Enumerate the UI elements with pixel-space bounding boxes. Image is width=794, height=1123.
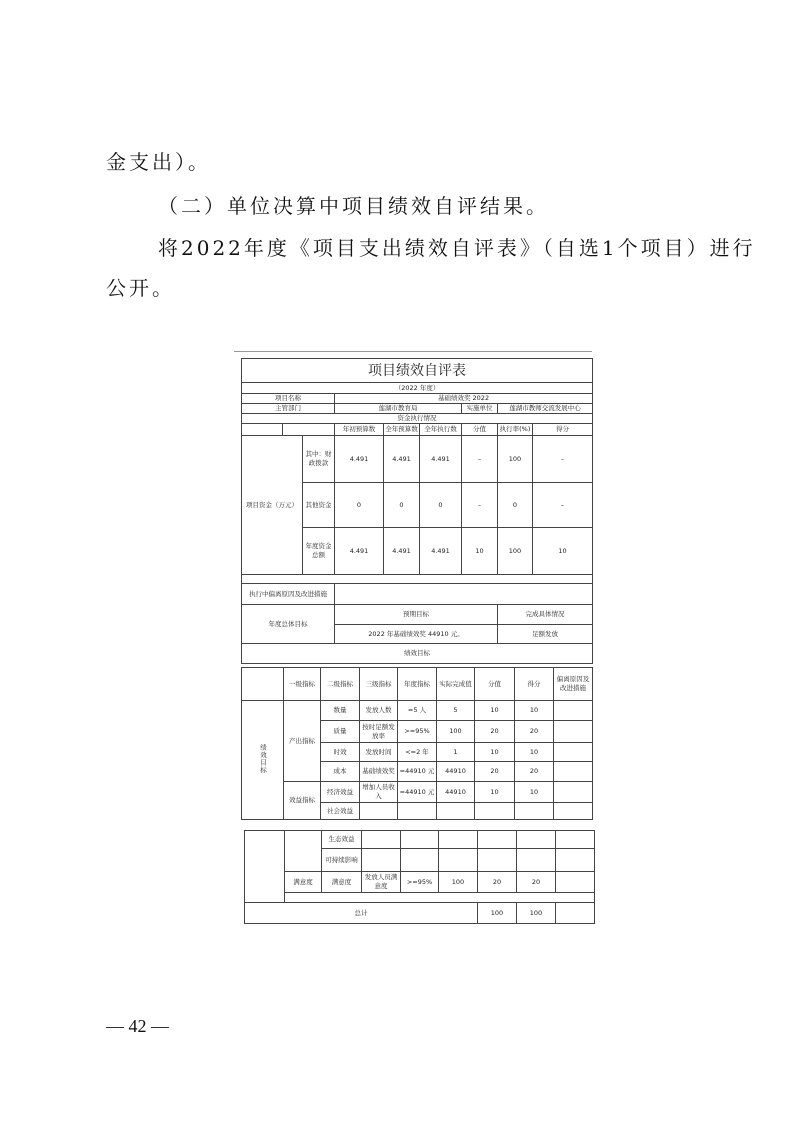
- fund-header: 全年预算数: [384, 424, 420, 436]
- perf-header: 一级指标: [284, 668, 321, 701]
- fund-cell: 10: [462, 528, 498, 575]
- perf-l3: 增加人员收入: [360, 782, 398, 803]
- perf-l3: 基础绩效奖: [360, 762, 398, 782]
- total-max: 100: [478, 903, 517, 924]
- perf-target: <=2 年: [398, 743, 437, 762]
- perf-l2: 生态效益: [322, 831, 362, 849]
- perf-l2: 社会效益: [321, 803, 360, 820]
- fund-cell: 4.491: [420, 528, 462, 575]
- output-indicator-label: 产出指标: [284, 701, 321, 782]
- fund-cell: 0: [498, 483, 533, 528]
- fund-cell: 4.491: [335, 436, 384, 483]
- annual-goal-label: 年度总体目标: [242, 605, 335, 644]
- perf-l2: 成本: [321, 762, 360, 782]
- perf-left-label: [242, 701, 284, 820]
- fund-cell: 0: [335, 483, 384, 528]
- perf-l3: 按时足额发放率: [360, 721, 398, 743]
- fund-cell: 0: [384, 483, 420, 528]
- fund-cell: 4.491: [384, 436, 420, 483]
- perf-score: 20: [515, 762, 554, 782]
- perf-actual: 5: [437, 701, 475, 721]
- performance-table-main: [241, 358, 593, 664]
- perf-l3: 发放人员满意度: [362, 872, 401, 893]
- fund-header: 全年执行数: [420, 424, 462, 436]
- perf-l3: 发放时间: [360, 743, 398, 762]
- fund-header: 分值: [462, 424, 498, 436]
- dept-label: 主管部门: [242, 404, 335, 414]
- fund-cell: –: [462, 436, 498, 483]
- perf-l2: 经济效益: [321, 782, 360, 803]
- fund-cell: –: [533, 483, 593, 528]
- perf-score-max: 10: [475, 743, 515, 762]
- perf-actual: 100: [437, 721, 475, 743]
- perf-actual: 1: [437, 743, 475, 762]
- benefit-indicator-label: 效益指标: [284, 782, 321, 820]
- funds-label: 项目资金（万元）: [242, 436, 303, 575]
- satisfaction-indicator-label: 满意度: [285, 872, 322, 893]
- fund-cell: –: [462, 483, 498, 528]
- fund-cell: 4.491: [335, 528, 384, 575]
- perf-l2: 质量: [321, 721, 360, 743]
- deviation-label: 执行中偏离原因及改进措施: [242, 584, 335, 605]
- perf-score-max: [475, 803, 515, 820]
- perf-section-header: 绩效目标: [242, 644, 593, 664]
- actual-value: 足额发放: [498, 625, 593, 644]
- perf-score: 20: [515, 721, 554, 743]
- perf-target: [398, 803, 437, 820]
- fund-cell: 0: [420, 483, 462, 528]
- perf-l3: [360, 803, 398, 820]
- perf-left-label-text: 绩效目标: [259, 743, 267, 774]
- fund-row-label: 其中：财政拨款: [303, 436, 335, 483]
- fund-cell: 4.491: [384, 528, 420, 575]
- table-title: 项目绩效自评表: [242, 359, 593, 383]
- perf-header: 分值: [475, 668, 515, 701]
- perf-l3: 发放人数: [360, 701, 398, 721]
- fund-cell: –: [533, 436, 593, 483]
- dept-value: 莲湖市教育局: [335, 404, 462, 414]
- perf-score: 20: [517, 872, 556, 893]
- fund-cell: 10: [533, 528, 593, 575]
- perf-actual: 100: [439, 872, 478, 893]
- impl-label: 实施单位: [462, 404, 498, 414]
- perf-header: 实际完成值: [437, 668, 475, 701]
- impl-value: 莲湖市教师交流发展中心: [498, 404, 593, 414]
- perf-score: 10: [515, 701, 554, 721]
- paragraph-line-1: 金支出）。: [106, 150, 211, 174]
- perf-target: =44910 元: [398, 762, 437, 782]
- perf-header: 三级指标: [360, 668, 398, 701]
- expected-goal-value: 2022 年基础绩效奖 44910 元。: [335, 625, 498, 644]
- performance-table-indicators: [241, 667, 593, 820]
- perf-target: =5 人: [398, 701, 437, 721]
- expected-goal-label: 预期目标: [335, 605, 498, 625]
- project-name-value: 基础绩效奖 2022: [335, 394, 593, 404]
- perf-l2: 时效: [321, 743, 360, 762]
- table-top-rule: [234, 351, 592, 352]
- performance-table-continued: [244, 830, 595, 924]
- fund-cell: 100: [498, 528, 533, 575]
- page-number: — 42 —: [106, 1016, 169, 1036]
- fund-cell: 100: [498, 436, 533, 483]
- perf-header: 年度指标: [398, 668, 437, 701]
- perf-score-max: 20: [478, 872, 517, 893]
- perf-score: 10: [515, 782, 554, 803]
- perf-score: [515, 803, 554, 820]
- fund-header: 得分: [533, 424, 593, 436]
- perf-header: 得分: [515, 668, 554, 701]
- perf-target: =44910 元: [398, 782, 437, 803]
- perf-target: >=95%: [398, 721, 437, 743]
- perf-score-max: 10: [475, 701, 515, 721]
- perf-header: 偏离原因及改进措施: [554, 668, 593, 701]
- perf-actual: 44910: [437, 762, 475, 782]
- paragraph-line-3: 将2022年度《项目支出绩效自评表》（自选1个项目）进行: [158, 236, 756, 260]
- project-name-label: 项目名称: [242, 394, 335, 404]
- table-year: （2022 年度）: [242, 383, 593, 394]
- perf-target: >=95%: [401, 872, 439, 893]
- perf-actual: 44910: [437, 782, 475, 803]
- fund-header: 执行率(%): [498, 424, 533, 436]
- funds-section-header: 资金执行情况: [242, 414, 593, 424]
- paragraph-line-4: 公开。: [106, 276, 175, 300]
- fund-cell: 4.491: [420, 436, 462, 483]
- fund-row-label: 其他资金: [303, 483, 335, 528]
- perf-score: 10: [515, 743, 554, 762]
- perf-l2: 数量: [321, 701, 360, 721]
- total-label: 总计: [245, 903, 478, 924]
- perf-score-max: 20: [475, 721, 515, 743]
- perf-l2: 可持续影响: [322, 849, 362, 872]
- fund-row-label: 年度资金总额: [303, 528, 335, 575]
- fund-header: 年初预算数: [335, 424, 384, 436]
- perf-header: 二级指标: [321, 668, 360, 701]
- paragraph-line-2: （二）单位决算中项目绩效自评结果。: [158, 194, 549, 218]
- total-score: 100: [517, 903, 556, 924]
- perf-score-max: 10: [475, 782, 515, 803]
- perf-actual: [437, 803, 475, 820]
- perf-score-max: 20: [475, 762, 515, 782]
- perf-l2: 满意度: [322, 872, 362, 893]
- actual-label: 完成具体情况: [498, 605, 593, 625]
